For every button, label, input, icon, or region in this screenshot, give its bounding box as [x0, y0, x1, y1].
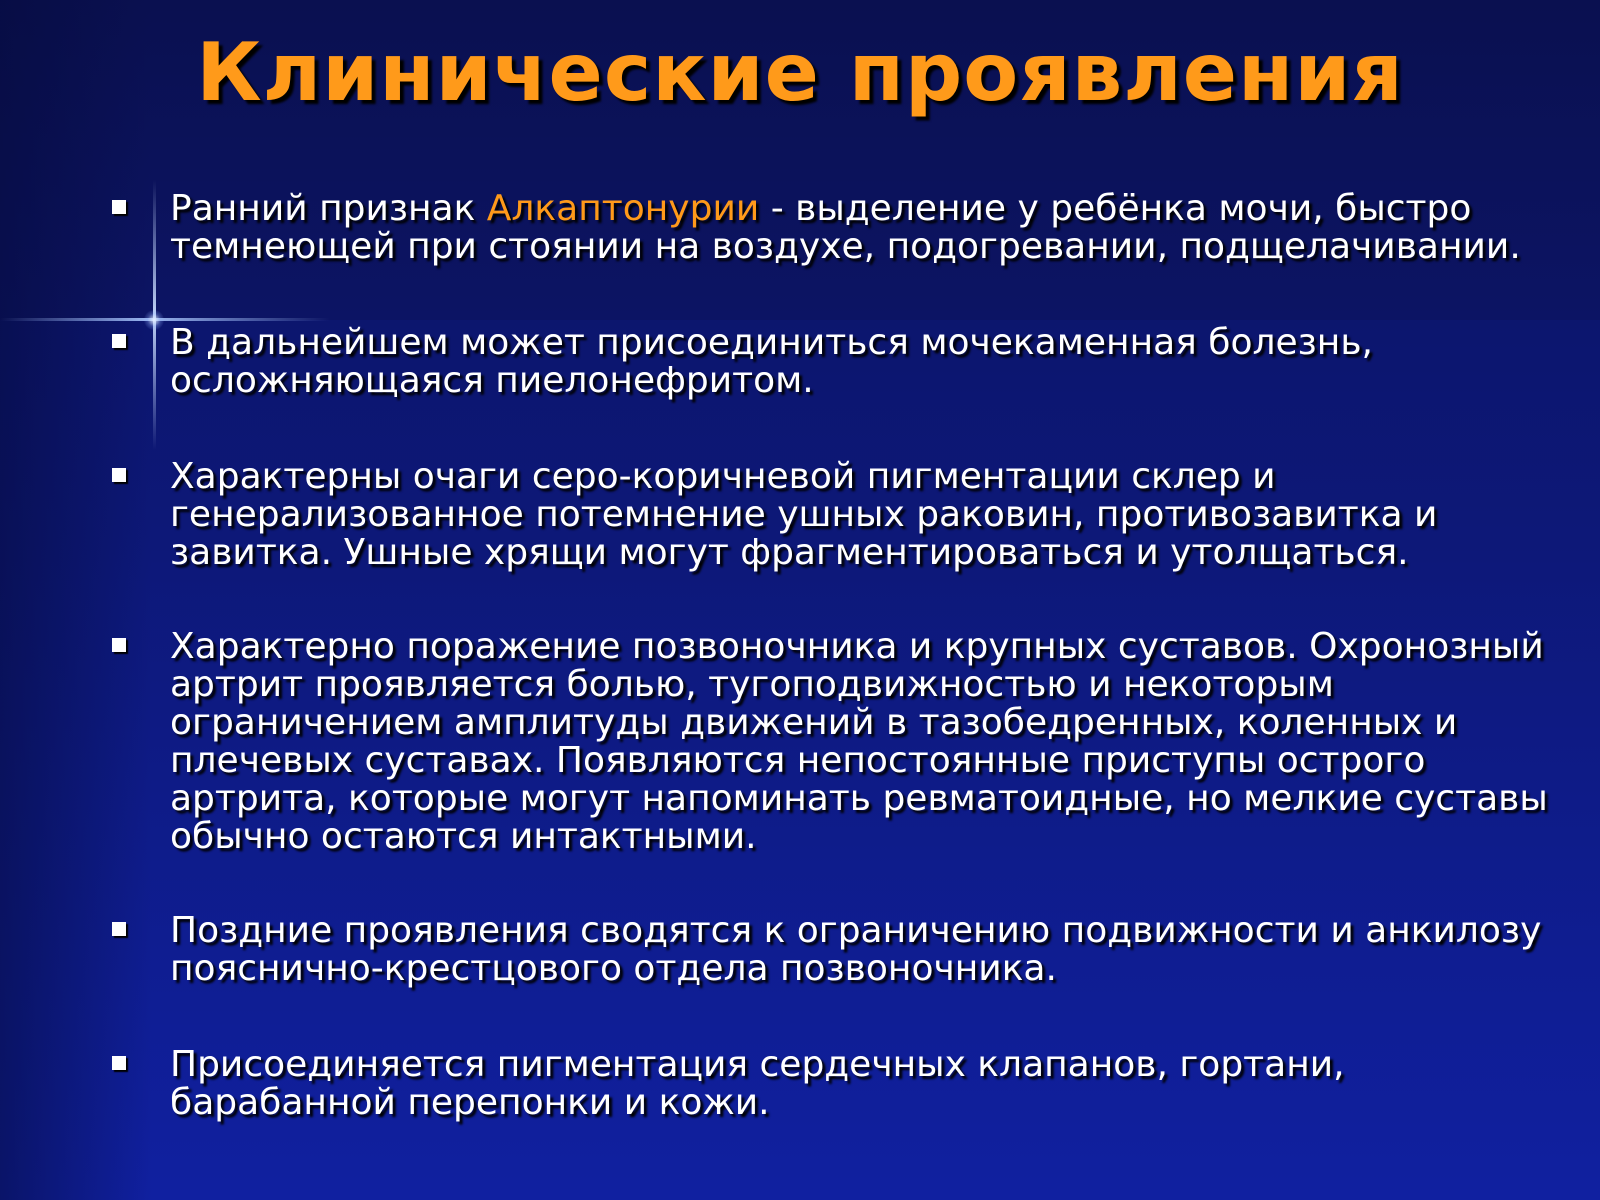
bullet-text: Поздние проявления сводятся к ограничению подвижности и анкилозу пояснично-крестцового отдела позвоночника.: [170, 910, 1542, 989]
bullet-text-post: - выделение у ребёнка мочи, быстро темнеющей при стоянии на воздухе, подогревании, подщелачивании.: [170, 188, 1521, 267]
slide-title: Клинические проявления: [196, 26, 1404, 119]
square-bullet-icon: [112, 922, 126, 936]
square-bullet-icon: [112, 334, 126, 348]
square-bullet-icon: [112, 1056, 126, 1070]
square-bullet-icon: [112, 468, 126, 482]
square-bullet-icon: [112, 638, 126, 652]
bullet-text: В дальнейшем может присоединиться мочекаменная болезнь, осложняющаяся пиелонефритом.: [170, 322, 1373, 401]
bullet-text: Характерны очаги серо-коричневой пигментации склер и генерализованное потемнение ушных раковин, противозавитка и завитка. Ушные хрящи могут фрагментироваться и утолщаться.: [170, 456, 1438, 573]
highlight-term: Алкаптонурии: [486, 188, 760, 229]
bullet-text: Присоединяется пигментация сердечных клапанов, гортани, барабанной перепонки и кожи.: [170, 1044, 1345, 1123]
bullet-text: [170, 190, 1570, 266]
bullet-text-pre: Ранний признак: [170, 188, 487, 229]
bullet-text: Характерно поражение позвоночника и крупных суставов. Охронозный артрит проявляется болью, тугоподвижностью и некоторым ограничением амплитуды движений в тазобедренных, коленных и плечевых суставах. Появляются непостоянные приступы острого артрита, которые могут напоминать ревматоидные, но мелкие суставы обычно остаются интактными.: [170, 626, 1548, 857]
square-bullet-icon: [112, 200, 126, 214]
